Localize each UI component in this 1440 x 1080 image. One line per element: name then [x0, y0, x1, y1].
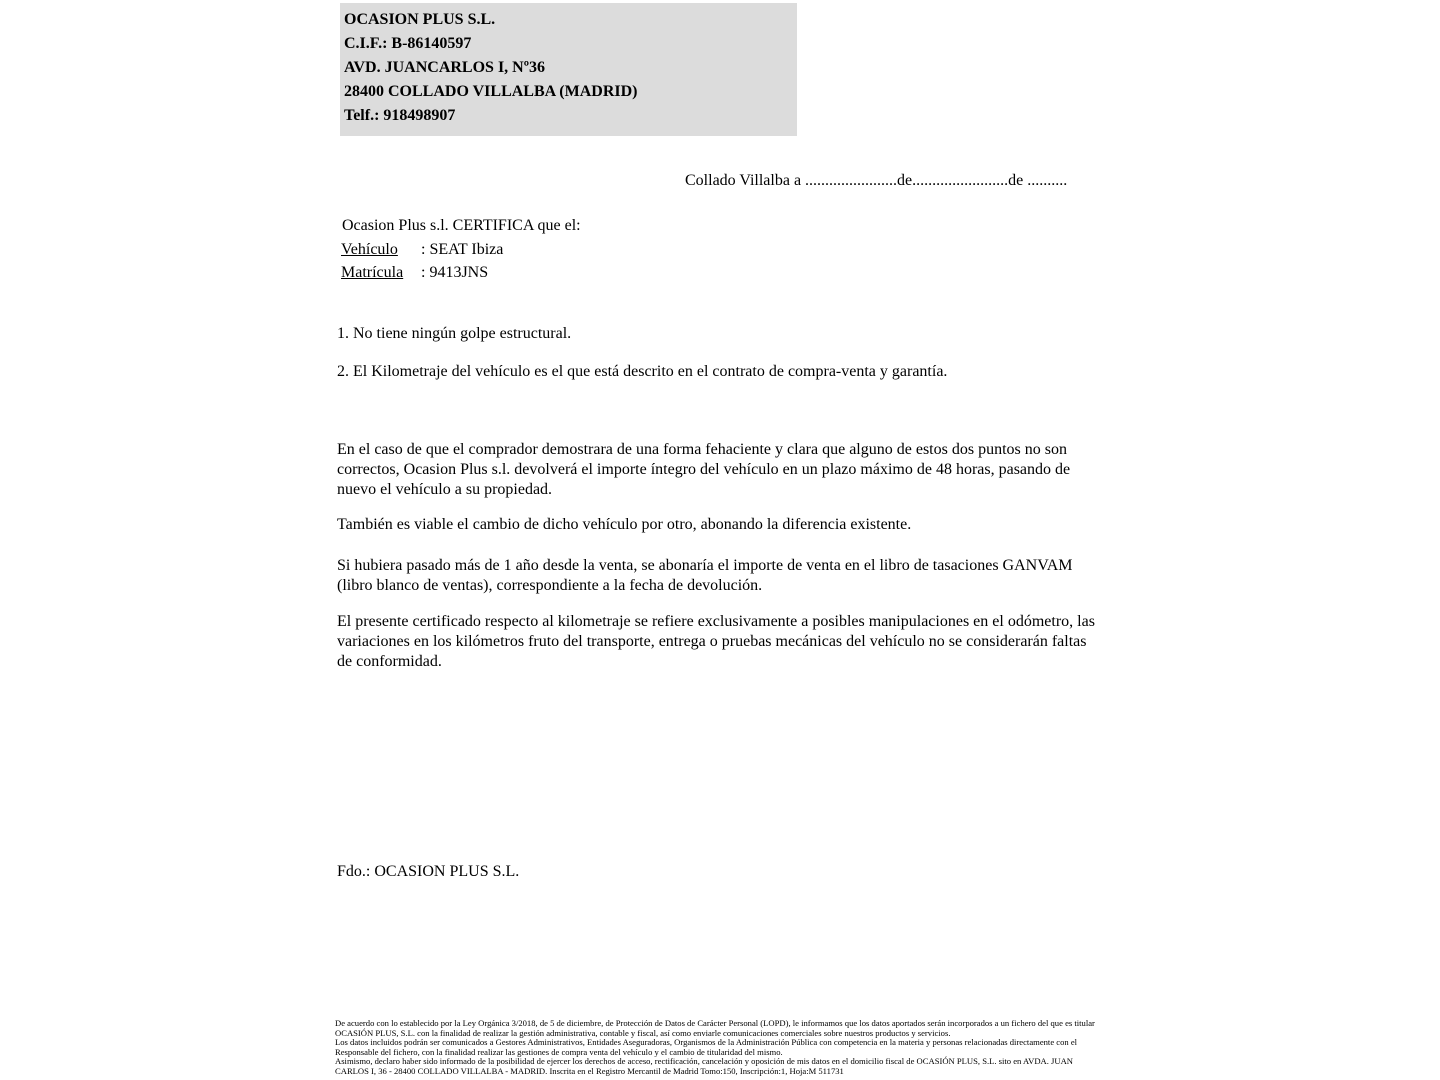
certificate-point-2: 2. El Kilometraje del vehículo es el que está descrito en el contrato de compra-venta y garantía. — [337, 363, 948, 380]
legal-paragraph-rights: Asimismo, declaro haber sido informado de la posibilidad de ejercer los derechos de acceso, rectificación, cancelación y oposición de mis datos en el domicilio fiscal de OCASIÓN PLUS, S.L. sito en AVDA. JUAN CARLOS I, 36 - 28400 COLLADO VILLALBA - MADRID. Inscrita en el Registro Mercantil de Madrid Tomo:150, Inscripción:1, Hoja:M 511731 — [335, 1056, 1074, 1076]
date-line: Collado Villalba a .......................de........................de .......... — [685, 172, 1068, 189]
field-separator: : — [421, 241, 430, 258]
company-phone: Telf.: 918498907 — [344, 107, 456, 124]
paragraph-exchange: También es viable el cambio de dicho vehículo por otro, abonando la diferencia existente. — [337, 516, 912, 533]
field-separator: : — [421, 264, 430, 281]
company-address: AVD. JUANCARLOS I, Nº36 — [344, 59, 546, 76]
legal-paragraph-data-sharing: Los datos incluidos podrán ser comunicados a Gestores Administrativos, Entidades Aseguradoras, Organismos de la Administración Pública con competencia en la materia y personas relacionadas directamente con el Responsable del fichero, con la finalidad realizar las gestiones de compra venta del vehículo y el cambio de titularidad del mismo. — [335, 1037, 1078, 1057]
vehicle-row — [341, 241, 503, 259]
paragraph-odometer: El presente certificado respecto al kilometraje se refiere exclusivamente a posibles manipulaciones en el odómetro, las variaciones en los kilómetros fruto del transporte, entrega o pruebas mecánicas del vehículo no se considerarán faltas de conformidad. — [337, 613, 1095, 670]
certificate-point-1: 1. No tiene ningún golpe estructural. — [337, 325, 572, 342]
legal-notice — [335, 1019, 1099, 1077]
company-city: 28400 COLLADO VILLALBA (MADRID) — [344, 83, 638, 100]
certifies-line: Ocasion Plus s.l. CERTIFICA que el: — [342, 217, 581, 234]
plate-value: 9413JNS — [429, 264, 489, 281]
legal-paragraph-lopd: De acuerdo con lo establecido por la Ley Orgánica 3/2018, de 5 de diciembre, de Protección de Datos de Carácter Personal (LOPD), le informamos que los datos aportados serán incorporados a un fichero del que es titular OCASIÓN PLUS, S.L. con la finalidad de realizar la gestión administrativa, contable y fiscal, así como enviarle comunicaciones comerciales sobre nuestros productos y servicios. — [335, 1018, 1095, 1038]
vehicle-label: Vehículo — [341, 241, 398, 258]
plate-row — [341, 264, 488, 282]
paragraph-ganvam: Si hubiera pasado más de 1 año desde la venta, se abonaría el importe de venta en el libro de tasaciones GANVAM (libro blanco de ventas), correspondiente a la fecha de devolución. — [337, 557, 1073, 594]
signature-line: Fdo.: OCASION PLUS S.L. — [337, 863, 520, 880]
vehicle-value: SEAT Ibiza — [429, 241, 504, 258]
company-cif: C.I.F.: B-86140597 — [344, 35, 472, 52]
company-name: OCASION PLUS S.L. — [344, 11, 496, 28]
plate-label: Matrícula — [341, 264, 404, 281]
paragraph-refund: En el caso de que el comprador demostrara de una forma fehaciente y clara que alguno de estos dos puntos no son correctos, Ocasion Plus s.l. devolverá el importe íntegro del vehículo en un plazo máximo de 48 horas, pasando de nuevo el vehículo a su propiedad. — [337, 441, 1071, 498]
letterhead — [340, 3, 797, 136]
